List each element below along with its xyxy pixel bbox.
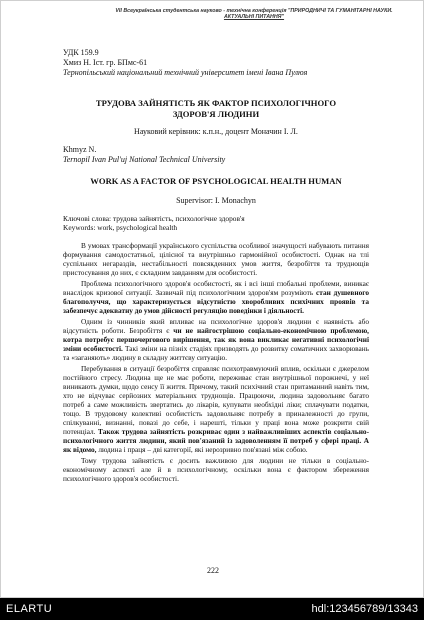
body-paragraph <box>63 364 369 454</box>
body-text-bold-run: Також трудова зайнятість розкриває один з найважливіших аспектів соціально-психологічного життя людини, який пов'язаний із задоволенням її потреб у сфері праці. А як відомо, <box>63 427 369 454</box>
body-text-bold-run: стан душевного благополуччя, що характеризується відсутністю хворобливих психічних проявів та забезпечує адекватну до умов дійсності регуляцію поведінки і діяльності. <box>63 288 369 315</box>
repository-handle[interactable]: hdl:123456789/13343 <box>311 603 418 615</box>
page-number: 222 <box>207 566 219 575</box>
body-paragraph <box>63 456 369 483</box>
title-ua <box>63 98 369 119</box>
conference-header-line-1: VII Всеукраїнська студентська науково - технічна конференція "ПРИРОДНИЧІ ТА ГУМАНІТАРНІ НАУКИ. <box>115 8 393 14</box>
title-ua-line-2: ЗДОРОВ'Я ЛЮДИНИ <box>172 108 260 119</box>
supervisor-ua: Науковий керівник: к.п.н., доцент Моначин І. Л. <box>134 127 298 136</box>
body-text-run: Одним із чинників який впливає на психологічне здоров'я людини є наявність або відсутність роботи. Безробіття є <box>63 317 369 335</box>
body-text-run: Такі зміни на пізніх стадіях призводять до розвитку соматичних захворювань та «заганяють» людину в складну життєву ситуацію. <box>63 344 370 362</box>
title-ua-line-1: ТРУДОВА ЗАЙНЯТІСТЬ ЯК ФАКТОР ПСИХОЛОГІЧНОГО <box>95 98 337 108</box>
keywords-ua: Ключові слова: трудова зайнятість, психологічне здоров'я <box>63 214 245 223</box>
udc-code: УДК 159.9 <box>63 48 99 57</box>
author-ua: Хмиз Н. Іст. гр. БПмс-61 <box>63 58 148 67</box>
conference-header <box>93 8 415 21</box>
repository-footer-bar <box>0 598 424 620</box>
affiliation-ua: Тернопільський національний технічний університет імені Івана Пулюя <box>63 68 308 77</box>
body-text-run: людина і праця – дві категорії, які нерозривно пов'язані між собою. <box>96 445 308 454</box>
author-en: Khmyz N. <box>63 145 97 154</box>
body-paragraph <box>63 279 369 315</box>
repository-brand: ELARTU <box>6 603 53 615</box>
affiliation-en: Ternopil Ivan Pul'uj National Technical University <box>63 155 226 164</box>
conference-header-line-2: АКТУАЛЬНІ ПИТАННЯ" <box>223 14 285 21</box>
body-paragraph <box>63 241 369 277</box>
body-text-run: Перебування в ситуації безробіття справляє психотравмуючий вплив, оскільки є джерелом постійного стресу. Людина ще не має роботи, переживає стан внутрішньої порожнечі, у неї виникають думки, щодо сенсу її життя. Причому, такий психічний стан притаманний навіть тим, хто не відчуває серйозних матеріальних труднощів. Працюючи, людина задовольняє багато потреб а саме можливість звертатись до лікарів, купувати необхідні ліки; сплачувати податки, тощо. В трудовому колективі особистість задовольняє потребу в приналежності до групи, спілкуванні, визнанні, повазі до себе, і нарешті, тільки у праці вона може розкрити свій потенціал. <box>63 364 369 436</box>
supervisor-en: Supervisor: I. Monachyn <box>176 196 256 205</box>
body-text-run: Проблема психологічного здоров'я особистості, як і всі інші глобальні проблеми, виникає внаслідок кризової ситуації. Зазвичай під психологічним здоров'ям розуміють <box>63 279 369 297</box>
body-paragraph <box>63 317 369 362</box>
body-text-bold-run: чи не найгострішою соціально-економічною проблемою, котра потребує першочергового вирішення, так як вона викликає негативні психологічні зміни особистості. <box>63 326 369 353</box>
keywords-en: Keywords: work, psychological health <box>63 223 178 232</box>
title-en: WORK AS A FACTOR OF PSYCHOLOGICAL HEALTH HUMAN <box>90 176 342 186</box>
body-text-run: В умовах трансформації українського суспільства особливої значущості набувають питання формування самодостатньої, цілісної та внутрішньо гармонійної особистості. Однак на тлі суспільних негараздів, нестабільності повсякденних умов життя, безробіття та труднощів пристосування до них, є складним завданням для особистості. <box>63 241 369 277</box>
body-text-run: Тому трудова зайнятість є досить важливою для людини не тільки в соціально-економічному аспекті але й в психологічному, оскільки вона є фактором збереження психологічного здоров'я особистості. <box>63 456 369 483</box>
article-body <box>63 241 369 485</box>
